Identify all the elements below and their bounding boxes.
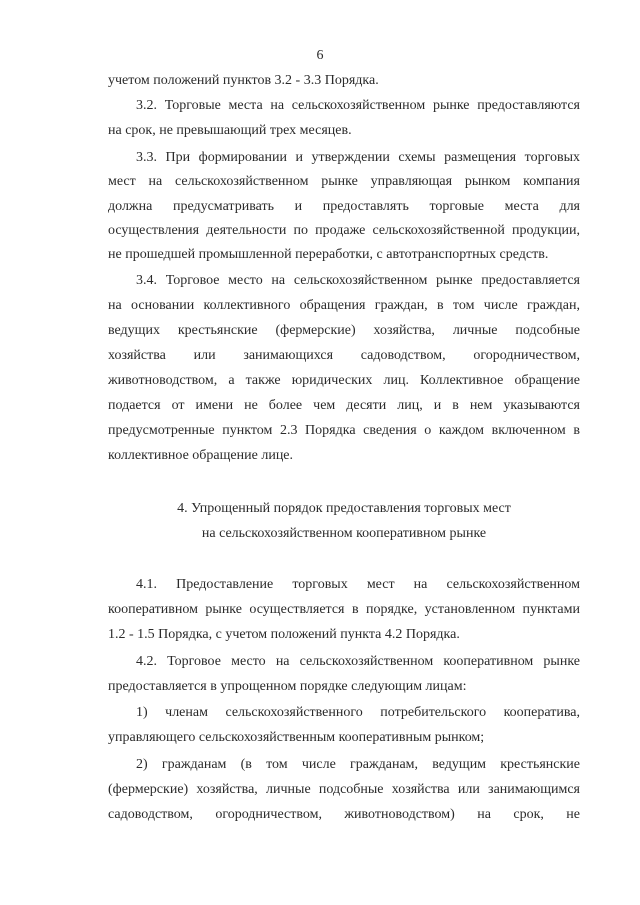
- text-line: 1.2 - 1.5 Порядка, с учетом положений пункта 4.2 Порядка.: [108, 627, 460, 642]
- text-line: 4.2. Торговое место на сельскохозяйственном кооперативном рынке: [136, 654, 580, 669]
- text-line: не прошедшей промышленной переработки, с автотранспортных средств.: [108, 247, 549, 262]
- text-line: 1) членам сельскохозяйственного потребительского кооператива,: [136, 705, 580, 720]
- text-line: подается от имени не более чем десяти лиц, и в нем указываются: [108, 398, 580, 413]
- text-line: животноводством, а также юридических лиц. Коллективное обращение: [108, 373, 580, 388]
- text-line: управляющего сельскохозяйственным кооперативным рынком;: [108, 730, 485, 745]
- text-line: 4.1. Предоставление торговых мест на сельскохозяйственном: [136, 577, 580, 592]
- text-line: коллективное обращение лице.: [108, 448, 294, 463]
- text-line: садоводством, огородничеством, животноводством) на срок, не: [108, 807, 580, 822]
- text-line: предоставляется в упрощенном порядке следующим лицам:: [108, 679, 467, 694]
- text-line: осуществления деятельности по продаже сельскохозяйственной продукции,: [108, 223, 580, 238]
- text-line: 3.2. Торговые места на сельскохозяйственном рынке предоставляются: [136, 98, 580, 113]
- text-line: 2) гражданам (в том числе гражданам, ведущим крестьянские: [136, 757, 580, 772]
- text-line: хозяйства или занимающихся садоводством, огородничеством,: [108, 348, 580, 363]
- text-line: мест на сельскохозяйственном рынке управляющая рынком компания: [108, 174, 580, 189]
- text-line: кооперативном рынке осуществляется в порядке, установленном пунктами: [108, 602, 580, 617]
- section-heading: на сельскохозяйственном кооперативном рынке: [201, 526, 487, 541]
- page-number: 6: [316, 48, 324, 63]
- text-line: (фермерские) хозяйства, личные подсобные хозяйства или занимающимся: [108, 782, 580, 797]
- text-line: 3.4. Торговое место на сельскохозяйственном рынке предоставляется: [136, 273, 580, 288]
- text-line: учетом положений пунктов 3.2 - 3.3 Порядка.: [108, 73, 379, 88]
- section-heading: 4. Упрощенный порядок предоставления торговых мест: [177, 501, 511, 516]
- text-line: ведущих крестьянские (фермерские) хозяйства, личные подсобные: [108, 323, 580, 338]
- text-line: должна предусматривать и предоставлять торговые места для: [108, 199, 580, 214]
- text-line: на срок, не превышающий трех месяцев.: [108, 123, 352, 138]
- text-line: 3.3. При формировании и утверждении схемы размещения торговых: [136, 150, 580, 165]
- text-line: предусмотренные пунктом 2.3 Порядка сведения о каждом включенном в: [108, 423, 580, 438]
- text-line: на основании коллективного обращения граждан, в том числе граждан,: [108, 298, 580, 313]
